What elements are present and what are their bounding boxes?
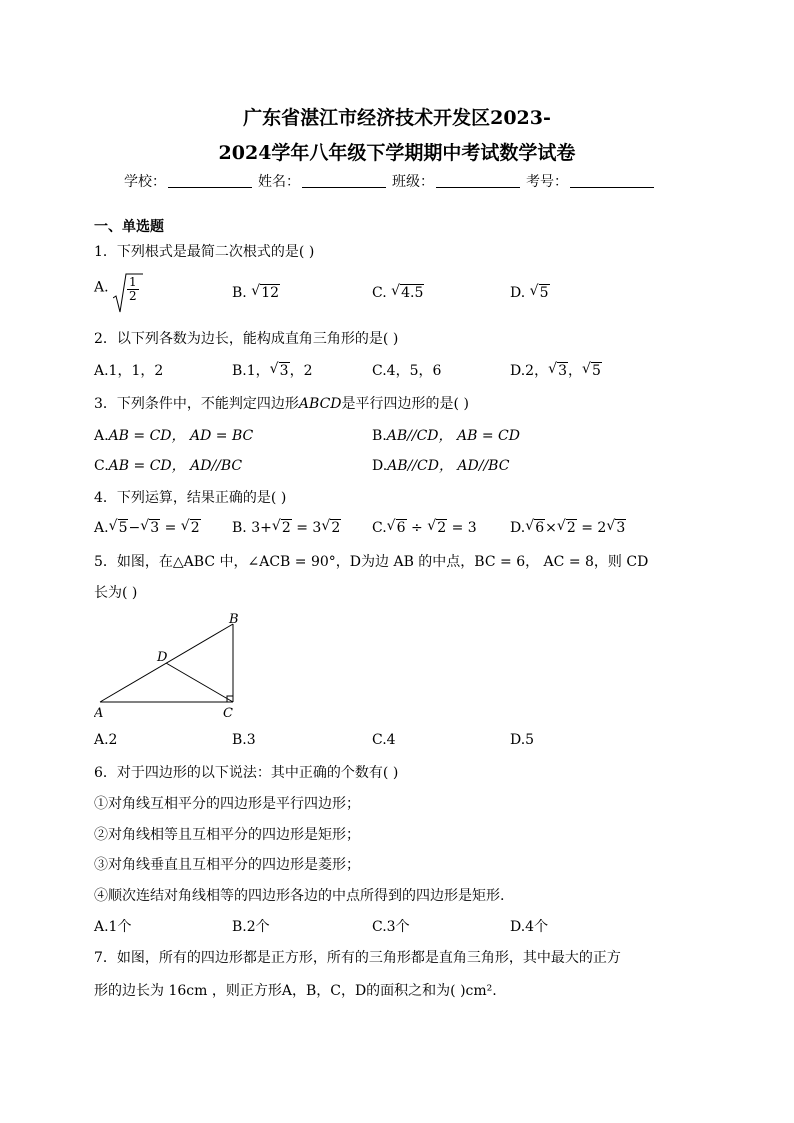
q3-stem: 3．下列条件中，不能判定四边形ABCD是平行四边形的是( ) (94, 396, 469, 412)
q2-option-d: D.2， √ 3， √ 5 (510, 361, 601, 379)
q6-stem: 6．对于四边形的以下说法：其中正确的个数有( ) (94, 765, 399, 781)
name-blank[interactable] (302, 173, 386, 188)
q6-statement-4: ④顺次连结对角线相等的四边形各边的中点所得到的四边形是矩形. (94, 888, 505, 904)
label-d: D (157, 650, 168, 665)
q6-option-a: A.1个 (94, 919, 132, 935)
label-a: A (94, 706, 104, 721)
q6-statement-3: ③对角线垂直且互相平分的四边形是菱形； (94, 857, 360, 873)
q4-option-b: B. 3+ √ 2 = 3 √ 2 (232, 518, 341, 536)
q2-stem: 2．以下列各数为边长，能构成直角三角形的是( ) (94, 331, 399, 347)
q2-option-c: C.4，5，6 (372, 363, 442, 379)
q1-c-sqrt: √ 4.5 (391, 283, 424, 301)
q1-option-b (232, 285, 280, 301)
q1-a-denominator: 2 (129, 289, 137, 303)
q7-stem-line2: 形的边长为 16cm ，则正方形A，B，C，D的面积之和为( )cm². (94, 983, 497, 999)
school-label: 学校： (124, 174, 166, 190)
q1-b-sqrt: √ 12 (251, 283, 280, 301)
q4-option-d: D. √ 6× √ 2 = 2 √ 3 (510, 518, 626, 536)
exam-title-line2: 2024学年八年级下学期期中考试数学试卷 (218, 142, 576, 164)
q1-option-a (94, 272, 139, 303)
q1-d-label: D. (510, 285, 526, 301)
q1-d-sqrt: √ 5 (529, 283, 549, 301)
q5-stem-cont: 长为( ) (94, 585, 138, 601)
name-label: 姓名： (258, 174, 300, 190)
student-info-line (124, 171, 660, 191)
q5-option-d: D.5 (510, 732, 535, 748)
q1-a-numerator: 1 (129, 275, 137, 289)
q1-c-label: C. (372, 285, 387, 301)
q2-option-a: A.1，1，2 (94, 363, 164, 379)
q1-stem: 1．下列根式是最简二次根式的是( ) (94, 244, 315, 260)
triangle-figure (94, 610, 254, 722)
q4-option-a: A. √ 5− √ 3 = √ 2 (94, 518, 200, 536)
q6-statement-1: ①对角线互相平分的四边形是平行四边形； (94, 796, 360, 812)
q5-option-b: B.3 (232, 732, 256, 748)
q2-option-b: B.1， √ 3，2 (232, 361, 313, 379)
q1-a-label: A. (94, 279, 109, 296)
q3-option-b: B.AB//CD， AB = CD (372, 428, 520, 444)
q1-option-d (510, 285, 550, 301)
section-heading: 一、单选题 (94, 219, 164, 235)
exam-title-line1: 广东省湛江市经济技术开发区2023- (243, 107, 551, 129)
q7-stem-line1: 7．如图，所有的四边形都是正方形，所有的三角形都是直角三角形，其中最大的正方 (94, 950, 621, 966)
q5-stem: 5．如图，在△ABC 中，∠ACB = 90°，D为边 AB 的中点，BC = 6， AC = 8，则 CD (94, 554, 649, 570)
label-b: B (229, 612, 239, 627)
class-label: 班级： (392, 174, 434, 190)
q6-option-b: B.2个 (232, 919, 270, 935)
q3-option-a: A.AB = CD， AD = BC (94, 428, 254, 444)
class-blank[interactable] (436, 173, 520, 188)
q5-option-c: C.4 (372, 732, 396, 748)
q6-option-d: D.4个 (510, 919, 549, 935)
exam-no-label: 考号： (526, 174, 568, 190)
q1-option-c (372, 285, 424, 301)
q1-a-sqrt (113, 272, 139, 303)
label-c: C (223, 706, 233, 721)
median-cd (166, 663, 233, 702)
q3-option-c: C.AB = CD， AD//BC (94, 458, 243, 474)
q4-stem: 4．下列运算，结果正确的是( ) (94, 490, 287, 506)
q6-statement-2: ②对角线相等且互相平分的四边形是矩形； (94, 827, 360, 843)
q6-option-c: C.3个 (372, 919, 410, 935)
q1-b-label: B. (232, 285, 247, 301)
q4-option-c: C. √ 6 ÷ √ 2 = 3 (372, 518, 477, 536)
q5-option-a: A.2 (94, 732, 118, 748)
school-blank[interactable] (168, 173, 252, 188)
exam-no-blank[interactable] (570, 173, 654, 188)
q3-option-d: D.AB//CD， AD//BC (372, 458, 510, 474)
